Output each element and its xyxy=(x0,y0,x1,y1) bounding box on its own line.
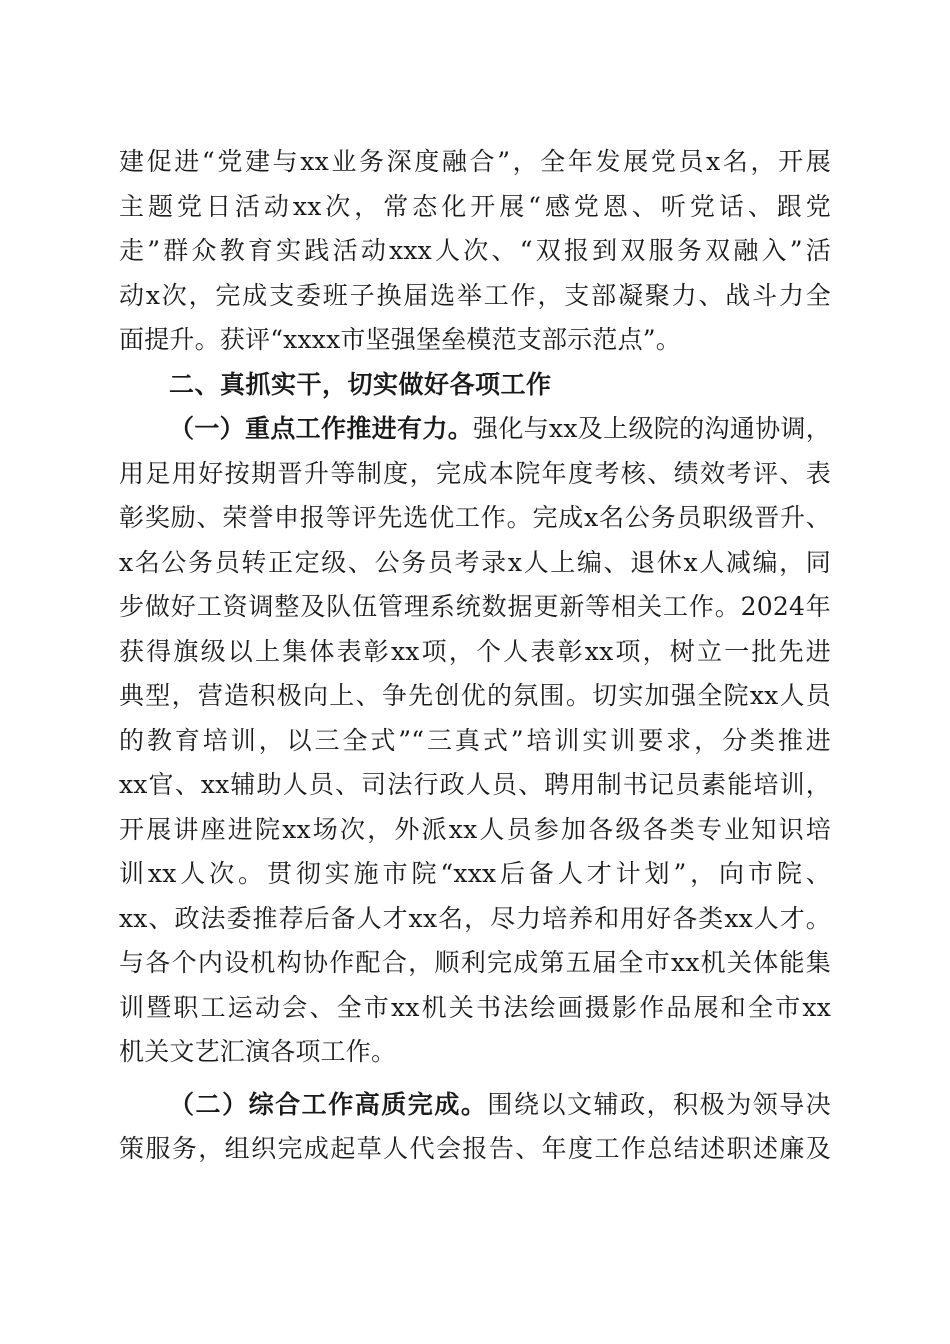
item1-line: 训暨职工运动会、全市xx机关书法绘画摄影作品展和全市xx xyxy=(119,992,831,1022)
item2-line: 策服务，组织完成起草人代会报告、年度工作总结述职述廉及 xyxy=(119,1134,831,1163)
document-body xyxy=(119,140,831,1172)
paragraph-gap xyxy=(119,1075,831,1083)
item2-first-line-rest: 围绕以文辅政，积极为领导决 xyxy=(487,1089,831,1119)
item1-line: 用足用好按期晋升等制度，完成本院年度考核、绩效考评、表 xyxy=(119,458,831,488)
item1-line: 彰奖励、荣誉申报等评先选优工作。完成x名公务员职级晋升、 xyxy=(119,503,831,532)
item1-line: 开展讲座进院xx场次，外派xx人员参加各级各类专业知识培 xyxy=(119,814,831,844)
item1-line: 训xx人次。贯彻实施市院“xxx后备人才计划”，向市院、 xyxy=(119,859,831,888)
item1-line: 典型，营造积极向上、争先创优的氛围。切实加强全院xx人员 xyxy=(119,681,831,710)
item1-first-line xyxy=(119,407,831,452)
item1-first-line-rest: 强化与xx及上级院的沟通协调， xyxy=(473,414,831,443)
item1-line: 获得旗级以上集体表彰xx项，个人表彰xx项，树立一批先进 xyxy=(119,636,831,666)
paragraph1-line: 走”群众教育实践活动xxx人次、“双报到双服务双融入”活 xyxy=(119,236,831,265)
item1-line: 机关文艺汇演各项工作。 xyxy=(119,1037,397,1066)
item1-lead: （一）重点工作推进有力。 xyxy=(169,414,474,443)
item1-line: 与各个内设机构协作配合，顺利完成第五届全市xx机关体能集 xyxy=(119,948,831,977)
item1-line: xx官、xx辅助人员、司法行政人员、聘用制书记员素能培训， xyxy=(119,770,831,799)
item1-line: x名公务员转正定级、公务员考录x人上编、退休x人减编，同 xyxy=(119,547,831,577)
paragraph1-line: 主题党日活动xx次，常态化开展“感党恩、听党话、跟党 xyxy=(119,191,831,221)
item1-line: 步做好工资调整及队伍管理系统数据更新等相关工作。2024年 xyxy=(119,592,831,621)
section-heading: 二、真抓实干，切实做好各项工作 xyxy=(169,369,552,399)
item2-first-line xyxy=(119,1083,831,1128)
item2-lead: （二）综合工作高质完成。 xyxy=(169,1089,488,1119)
paragraph1-line: 动x次，完成支委班子换届选举工作，支部凝聚力、战斗力全 xyxy=(119,280,831,310)
item1-line: xx、政法委推荐后备人才xx名，尽力培养和用好各类xx人才。 xyxy=(119,903,831,933)
paragraph1-line: 建促进“党建与xx业务深度融合”，全年发展党员x名，开展 xyxy=(119,147,831,176)
item1-line: 的教育培训，以三全式”“三真式”培训实训要求，分类推进 xyxy=(119,725,831,755)
paragraph1-line: 面提升。获评“xxxx市坚强堡垒模范支部示范点”。 xyxy=(119,325,681,354)
